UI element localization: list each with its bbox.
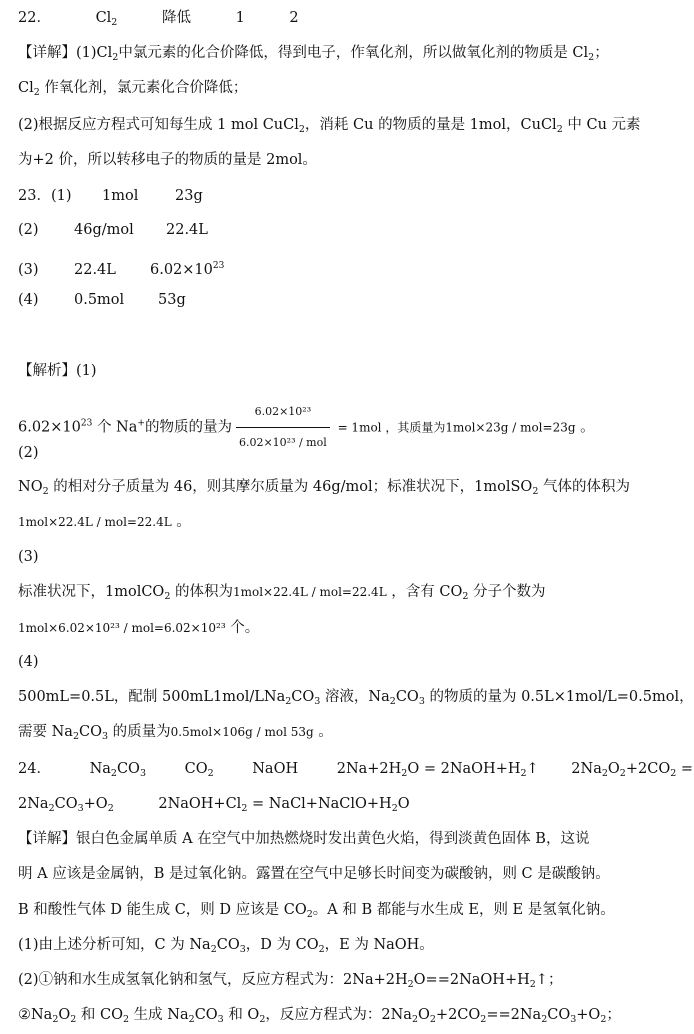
q24-answer-line-2 — [18, 794, 410, 819]
q24-answer-1: $Na_2CO_3$ — [89, 761, 146, 779]
q24-detail-line-5: (2)①钠和水生成氢氧化钠和氢气，反应方程式为：$2Na+2H_2O==2NaOH+H_2↑$； — [18, 972, 563, 990]
q23-row-4: (4) 0.5mol 53g — [18, 292, 186, 308]
q24-answer-3: NaOH — [252, 761, 299, 777]
analysis-part-4-line-1: 500mL=0.5L，配制 $500mL1mol/LNa_2CO_3$ 溶液，$Na_2CO_3$ 的物质的量为 0.5L×1mol/L=0.5mol， — [18, 689, 694, 707]
q22-detail-line-3: (2)根据反应方程式可知每生成 1 mol CuCl$_2$，消耗 Cu 的物质的量是 1mol，CuCl$_2$ 中 Cu 元素 — [18, 117, 641, 135]
q24-detail-line-2: 明 A 应该是金属钠，B 是过氧化钠。露置在空气中足够长时间变为碳酸钠，则 C 是碳酸钠。 — [18, 866, 610, 882]
q24-detail-line-3: B 和酸性气体 D 能生成 C，则 D 应该是 $CO_2$。A 和 B 都能与水生成 E，则 E 是氢氧化钠。 — [18, 902, 615, 920]
analysis-label-2: (2) — [18, 445, 39, 461]
q22-answer-line — [18, 8, 299, 33]
analysis-part-4-line-2: 需要 $Na_2CO_3$ 的质量为0.5mol×106g / mol 53g 。 — [18, 724, 333, 742]
analysis-part-3-line-2: 1mol×6.02×10²³ / mol=6.02×10²³ 个。 — [18, 620, 260, 636]
analysis-label-4: (4) — [18, 654, 39, 670]
q22-answer-1: $Cl_2$ — [95, 10, 118, 28]
q24-answer-line-1 — [18, 759, 693, 784]
q22-detail-line-2: $Cl_2$ 作氧化剂，氯元素化合价降低； — [18, 80, 248, 98]
analysis-heading: 【解析】(1) — [18, 363, 97, 379]
q22-answer-3: 1 — [235, 10, 245, 26]
q24-detail-line-1: 【详解】银白色金属单质 A 在空气中加热燃烧时发出黄色火焰，得到淡黄色固体 B，这说 — [18, 831, 590, 847]
q24-answer-2: $CO_2$ — [184, 761, 214, 779]
analysis-part-2-line-1: $NO_2$ 的相对分子质量为 46，则其摩尔质量为 46g/mol；标准状况下，1molSO$_2$ 气体的体积为 — [18, 479, 630, 497]
q24-answer-5: $2Na_2O_2+2CO_2$ = — [571, 761, 694, 779]
q24-detail-line-4: (1)由上述分析可知，C 为 $Na_2CO_3$，D 为 $CO_2$，E 为 NaOH。 — [18, 937, 434, 955]
q22-detail-line-4: 为+2 价，所以转移电子的物质的量是 2mol。 — [18, 152, 317, 168]
q24-answer-4: $2Na+2H_2O$ = $2NaOH+H_2↑$ — [336, 761, 539, 779]
q22-detail-line-1: 【详解】$(1)Cl_2$中氯元素的化合价降低，得到电子，作氧化剂，所以做氧化剂的物质是 $Cl_2$； — [18, 45, 609, 63]
q23-row-3: (3) 22.4L $6.02\times 10^{23}$ — [18, 261, 225, 278]
q22-answer-4: 2 — [289, 10, 299, 26]
q22-answer-2: 降低 — [161, 10, 191, 26]
q24-answer-5-cont: $2Na_2CO_3+O_2$ — [18, 796, 114, 814]
q24-number: 24． — [18, 761, 51, 777]
q24-answer-6: $2NaOH+Cl_2$ = $NaCl+NaClO+H_2O$ — [158, 796, 410, 814]
analysis-part-1: $6.02\times 10^{23}$ 个 Na+的物质的量为 $\frac{\text{6.02×10²³}}{\text{6.02×10²³ / mol}}$ = 1mol ，其质量为1mol×23g / mol=23g 。 — [18, 398, 595, 457]
analysis-part-3-line-1: 标准状况下，1molCO$_2$ 的体积为1mol×22.4L / mol=22.4L ，含有 $CO_2$ 分子个数为 — [18, 584, 546, 602]
analysis-label-3: (3) — [18, 549, 39, 565]
q23-row-1: 23．(1) 1mol 23g — [18, 188, 203, 204]
analysis-part-2-line-2: 1mol×22.4L / mol=22.4L 。 — [18, 514, 191, 530]
q23-row-2: (2) 46g/mol 22.4L — [18, 222, 208, 238]
q22-number: 22． — [18, 10, 51, 26]
mole-fraction: $\frac{\text{6.02×10²³}}{\text{6.02×10²³ / mol}}$ — [236, 398, 330, 457]
q24-detail-line-6: $②Na_2O_2$ 和 $CO_2$ 生成 $Na_2CO_3$ 和 $O_2$，反应方程式为：$2Na_2O_2+2CO_2==2Na_2CO_3+O_2$； — [18, 1007, 621, 1025]
